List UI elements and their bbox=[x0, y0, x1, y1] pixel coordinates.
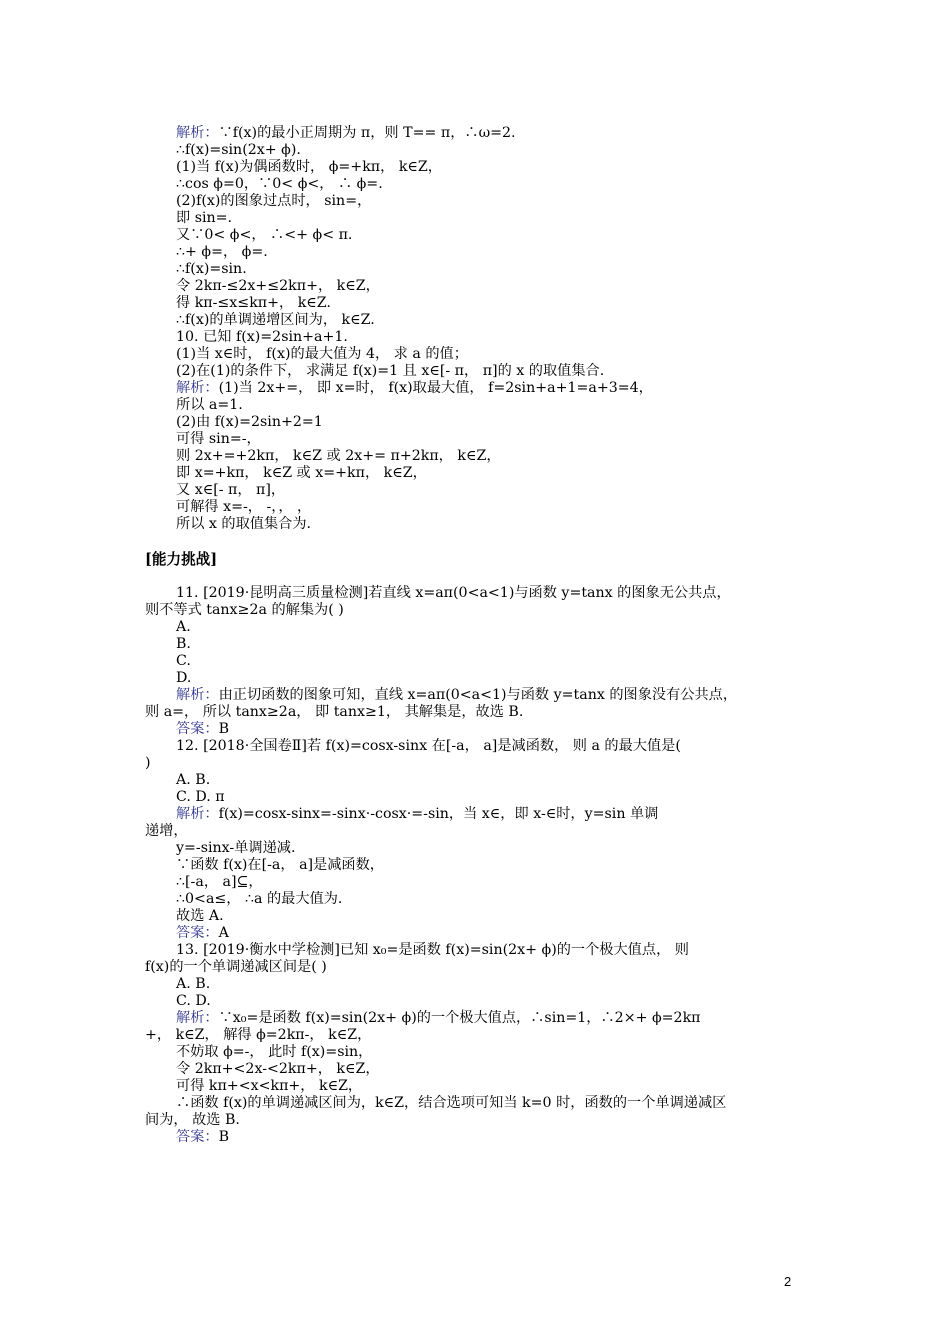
text-line: 解析：∵x₀=是函数 f(x)=sin(2x+ ϕ)的一个极大值点，∴sin=1，∴2×+ ϕ=2kπ bbox=[176, 1010, 701, 1026]
text-line: ∴f(x)的单调递增区间为， k∈Z. bbox=[176, 312, 375, 328]
option-c: C. bbox=[176, 653, 191, 669]
text-line: ∴函数 f(x)的单调递减区间为，k∈Z，结合选项可知当 k=0 时，函数的一个单调递减区 bbox=[176, 1095, 727, 1111]
text-line: ∴f(x)=sin. bbox=[176, 261, 247, 277]
text-line: 又 x∈[- π， π]， bbox=[176, 482, 286, 498]
problem-12-stem: 12. [2018·全国卷Ⅱ]若 f(x)=cosx-sinx 在[-a， a]是减函数， 则 a 的最大值是( bbox=[176, 738, 681, 754]
answer-line: 答案：B bbox=[176, 721, 230, 737]
section-heading: [能力挑战] bbox=[145, 551, 218, 568]
answer-label: 答案： bbox=[176, 1129, 219, 1145]
text-line: 不妨取 ϕ=-， 此时 f(x)=sin， bbox=[176, 1044, 373, 1060]
text-line: f(x)的一个单调递减区间是( ) bbox=[145, 959, 327, 975]
text-line: 得 kπ-≤x≤kπ+， k∈Z. bbox=[176, 295, 331, 311]
option-row: A. B. bbox=[176, 976, 211, 992]
option-a: A. bbox=[176, 619, 191, 635]
text-line: ∴f(x)=sin(2x+ ϕ). bbox=[176, 142, 301, 158]
option-row: A. B. bbox=[176, 772, 211, 788]
solution-label: 解析： bbox=[176, 125, 219, 141]
problem-10-stem: 10. 已知 f(x)=2sin+a+1. bbox=[176, 329, 348, 345]
text-line: y=-sinx-单调递减. bbox=[176, 840, 296, 856]
solution-label: 解析： bbox=[176, 1010, 219, 1026]
text-line: 解析：由正切函数的图象可知，直线 x=aπ(0<a<1)与函数 y=tanx 的图象没有公共点， bbox=[176, 687, 738, 703]
option-row: C. D. bbox=[176, 993, 211, 1009]
text-line: 解析：(1)当 2x+=， 即 x=时， f(x)取最大值， f=2sin+a+1=a+3=4， bbox=[176, 380, 653, 396]
text-line: 故选 A. bbox=[176, 908, 224, 924]
problem-13-stem: 13. [2019·衡水中学检测]已知 x₀=是函数 f(x)=sin(2x+ ϕ)的一个极大值点， 则 bbox=[176, 942, 689, 958]
text-line: 可解得 x=-， -，， ， bbox=[176, 499, 312, 515]
text-line: 令 2kπ-≤2x+≤2kπ+， k∈Z， bbox=[176, 278, 380, 294]
text-line: 即 x=+kπ， k∈Z 或 x=+kπ， k∈Z， bbox=[176, 465, 427, 481]
text-line: ∴+ ϕ=， ϕ=. bbox=[176, 244, 268, 260]
text-line: 可得 sin=-， bbox=[176, 431, 261, 447]
text-line: (1)当 x∈时， f(x)的最大值为 4， 求 a 的值； bbox=[176, 346, 468, 362]
text-line: 所以 x 的取值集合为. bbox=[176, 516, 312, 532]
text-line: 则 2x+=+2kπ， k∈Z 或 2x+= π+2kπ， k∈Z， bbox=[176, 448, 501, 464]
text-line: (2)由 f(x)=2sin+2=1 bbox=[176, 414, 323, 430]
answer-label: 答案： bbox=[176, 721, 219, 737]
text-line: 解析：f(x)=cosx-sinx=-sinx·-cosx·=-sin，当 x∈，即 x-∈时，y=sin 单调 bbox=[176, 806, 659, 822]
page-number: 2 bbox=[784, 1274, 792, 1289]
text-line: 间为， 故选 B. bbox=[145, 1112, 240, 1128]
answer-line: 答案：B bbox=[176, 1129, 230, 1145]
option-row: C. D. π bbox=[176, 789, 225, 805]
text-line: 令 2kπ+<2x-<2kπ+， k∈Z， bbox=[176, 1061, 380, 1077]
solution-label: 解析： bbox=[176, 806, 219, 822]
option-b: B. bbox=[176, 636, 191, 652]
text-line: 可得 kπ+<x<kπ+， k∈Z， bbox=[176, 1078, 363, 1094]
text-line: 又∵0< ϕ<， ∴<+ ϕ< π. bbox=[176, 227, 353, 243]
text-line: (2)f(x)的图象过点时， sin=， bbox=[176, 193, 372, 209]
text-line: 递增， bbox=[145, 823, 188, 839]
text-line: 即 sin=. bbox=[176, 210, 233, 226]
answer-line: 答案：A bbox=[176, 925, 229, 941]
text-line: ∵函数 f(x)在[-a， a]是减函数， bbox=[176, 857, 384, 873]
problem-11-stem: 11. [2019·昆明高三质量检测]若直线 x=aπ(0<a<1)与函数 y=tanx 的图象无公共点， bbox=[176, 585, 731, 601]
solution-label: 解析： bbox=[176, 380, 219, 396]
solution-label: 解析： bbox=[176, 687, 219, 703]
text-line: 则 a=， 所以 tanx≥2a， 即 tanx≥1， 其解集是，故选 B. bbox=[145, 704, 524, 720]
text-line: 解析：∵f(x)的最小正周期为 π，则 T== π，∴ω=2. bbox=[176, 125, 516, 141]
option-d: D. bbox=[176, 670, 192, 686]
answer-label: 答案： bbox=[176, 925, 219, 941]
text-line: 则不等式 tanx≥2a 的解集为( ) bbox=[145, 602, 344, 618]
text-line: +， k∈Z， 解得 ϕ=2kπ-， k∈Z， bbox=[145, 1027, 372, 1043]
text-line: 所以 a=1. bbox=[176, 397, 243, 413]
text-line: ) bbox=[145, 755, 151, 771]
text-line: (1)当 f(x)为偶函数时， ϕ=+kπ， k∈Z， bbox=[176, 159, 442, 175]
text-line: ∴0<a≤， ∴a 的最大值为. bbox=[176, 891, 343, 907]
text-line: ∴cos ϕ=0，∵0< ϕ<， ∴ ϕ=. bbox=[176, 176, 383, 192]
text-line: ∴[-a， a]⊆， bbox=[176, 874, 263, 890]
text-line: (2)在(1)的条件下， 求满足 f(x)=1 且 x∈[- π， π]的 x 的取值集合. bbox=[176, 363, 605, 379]
